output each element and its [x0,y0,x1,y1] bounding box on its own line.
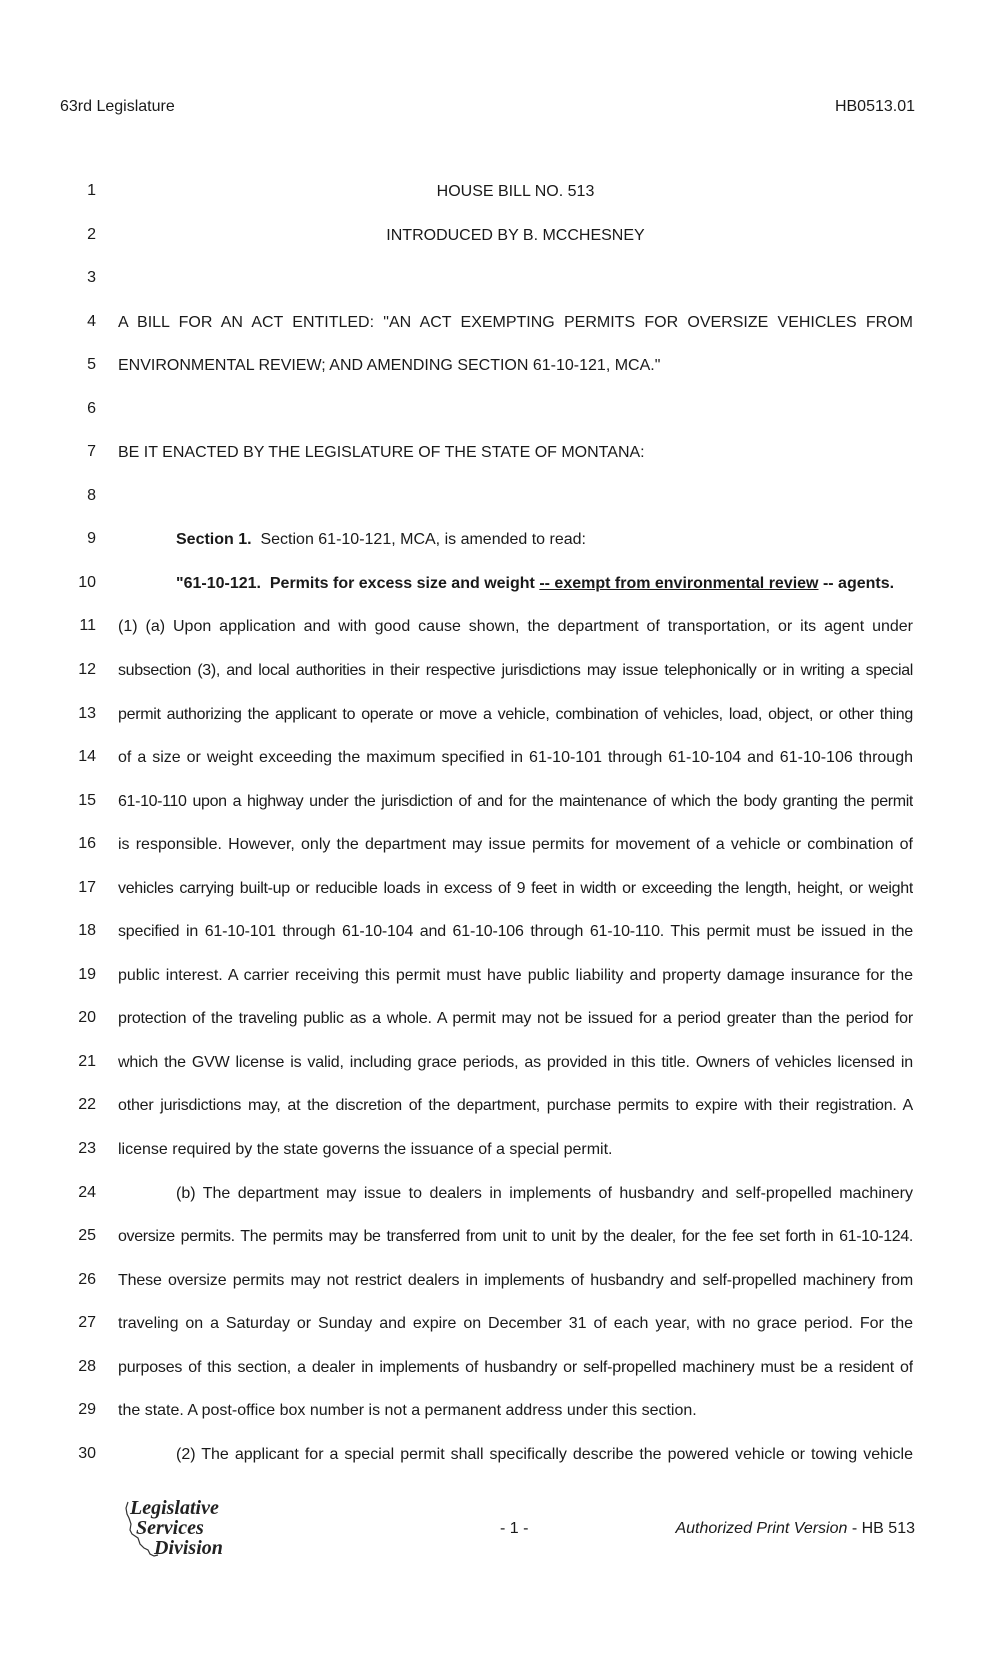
line-14 [0,738,1000,782]
line-number: 16 [78,835,96,853]
line-13 [0,695,1000,739]
line-text: These oversize permits may not restrict dealers in implements of husbandry and self-propelled machinery from [118,1271,913,1289]
logo-word-division: Division [154,1537,223,1559]
line-number: 25 [78,1227,96,1245]
line-18 [0,912,1000,956]
line-11 [0,607,1000,651]
line-number: 6 [87,399,96,417]
line-number: 24 [78,1183,96,1201]
line-number: 5 [87,356,96,374]
line-number: 18 [78,922,96,940]
line-number: 10 [78,573,96,591]
line-10 [0,564,1000,608]
line-text: permit authorizing the applicant to operate or move a vehicle, combination of vehicles, load, object, or other thing [118,705,913,723]
line-number: 3 [87,269,96,287]
line-26 [0,1261,1000,1305]
line-number: 11 [79,617,96,635]
enacting-clause: BE IT ENACTED BY THE LEGISLATURE OF THE STATE OF MONTANA: [118,444,645,462]
line-number: 14 [78,748,96,766]
line-16 [0,825,1000,869]
line-number: 22 [78,1096,96,1114]
line-29 [0,1391,1000,1435]
line-9 [0,520,1000,564]
line-27 [0,1304,1000,1348]
line-number: 9 [87,530,96,548]
line-number: 26 [78,1270,96,1288]
line-number: 23 [78,1140,96,1158]
line-text: (1) (a) Upon application and with good cause shown, the department of transportation, or its agent under [118,618,913,636]
line-number: 17 [78,878,96,896]
line-4 [0,303,1000,347]
line-number: 21 [78,1052,96,1070]
authorized-print-version: Authorized Print Version [675,1520,848,1537]
line-8 [0,477,1000,521]
line-number: 1 [87,182,96,199]
line-text: specified in 61-10-101 through 61-10-104 and 61-10-106 through 61-10-110. This permit must be issued in the [118,923,913,941]
bill-body [0,172,1000,1478]
line-28 [0,1348,1000,1392]
section-heading [118,530,913,550]
line-17 [0,869,1000,913]
line-number: 2 [87,225,96,243]
line-number: 12 [78,661,96,679]
line-text: A BILL FOR AN ACT ENTITLED: "AN ACT EXEMPTING PERMITS FOR OVERSIZE VEHICLES FROM [118,313,913,331]
line-text: license required by the state governs the issuance of a special permit. [118,1141,613,1159]
line-20 [0,999,1000,1043]
bill-reference: - HB 513 [847,1520,915,1537]
line-text: 61-10-110 upon a highway under the jurisdiction of and for the maintenance of which the body granting the permit [118,792,913,810]
line-number: 13 [78,704,96,722]
line-number: 27 [78,1314,96,1332]
line-text: other jurisdictions may, at the discretion of the department, purchase permits to expire with their registration. A [118,1097,913,1115]
line-text: protection of the traveling public as a whole. A permit may not be issued for a period greater than the period for [118,1010,913,1028]
line-6 [0,390,1000,434]
section-text: Section 61-10-121, MCA, is amended to read: [251,531,586,549]
line-19 [0,956,1000,1000]
line-21 [0,1043,1000,1087]
line-number: 15 [78,791,96,809]
line-3 [0,259,1000,303]
line-22 [0,1086,1000,1130]
line-text: is responsible. However, only the department may issue permits for movement of a vehicle or combination of [118,836,913,854]
line-text: (b) The department may issue to dealers in implements of husbandry and self-propelled machinery [176,1184,913,1202]
line-24 [0,1174,1000,1218]
line-text: public interest. A carrier receiving this permit must have public liability and property damage insurance for the [118,966,913,984]
legislative-services-logo [120,1498,250,1562]
line-12 [0,651,1000,695]
statute-title: "61-10-121. Permits for excess size and weight [176,574,540,592]
line-number: 29 [78,1401,96,1419]
bill-sponsor: INTRODUCED BY B. MCCHESNEY [386,226,645,244]
section-label: Section 1. [176,531,252,549]
line-number: 8 [87,486,96,504]
bill-code: HB0513.01 [834,98,915,115]
authorized-version-label [675,1520,915,1538]
line-30 [0,1435,1000,1479]
line-2 [0,216,1000,260]
logo-word-legislative: Legislative [130,1497,219,1519]
page-number: - 1 - [500,1520,529,1537]
line-text: ENVIRONMENTAL REVIEW; AND AMENDING SECTION 61-10-121, MCA." [118,357,661,375]
line-text: the state. A post-office box number is not a permanent address under this section. [118,1402,697,1420]
line-text: traveling on a Saturday or Sunday and expire on December 31 of each year, with no grace period. For the [118,1315,913,1333]
line-25 [0,1217,1000,1261]
line-text: (2) The applicant for a special permit shall specifically describe the powered vehicle or towing vehicle [176,1445,913,1463]
line-text: purposes of this section, a dealer in implements of husbandry or self-propelled machinery must be a resident of [118,1358,913,1376]
statute-heading [118,574,913,594]
amended-text-insertion: -- exempt from environmental review [539,574,819,592]
logo-word-services: Services [136,1517,204,1539]
line-5 [0,346,1000,390]
line-23 [0,1130,1000,1174]
line-number: 30 [78,1444,96,1462]
line-1 [0,172,1000,216]
line-text: oversize permits. The permits may be transferred from unit to unit by the dealer, for the fee set forth in 61-10-124. [118,1228,913,1246]
legislature-label: 63rd Legislature [60,98,175,115]
statute-title-end: -- agents. [818,574,895,592]
page-footer [0,1498,1000,1568]
line-text: subsection (3), and local authorities in their respective jurisdictions may issue telephonically or in writing a special [118,662,913,680]
line-number: 19 [78,965,96,983]
line-text: which the GVW license is valid, including grace periods, as provided in this title. Owners of vehicles licensed in [118,1053,913,1071]
line-number: 4 [87,312,96,330]
line-number: 20 [78,1009,96,1027]
line-text: of a size or weight exceeding the maximum specified in 61-10-101 through 61-10-104 and 61-10-106 through [118,749,913,767]
line-15 [0,782,1000,826]
line-number: 7 [87,443,96,461]
line-number: 28 [78,1357,96,1375]
bill-title: HOUSE BILL NO. 513 [436,183,595,200]
line-text: vehicles carrying built-up or reducible loads in excess of 9 feet in width or exceeding the length, height, or weight [118,879,913,897]
line-7 [0,433,1000,477]
